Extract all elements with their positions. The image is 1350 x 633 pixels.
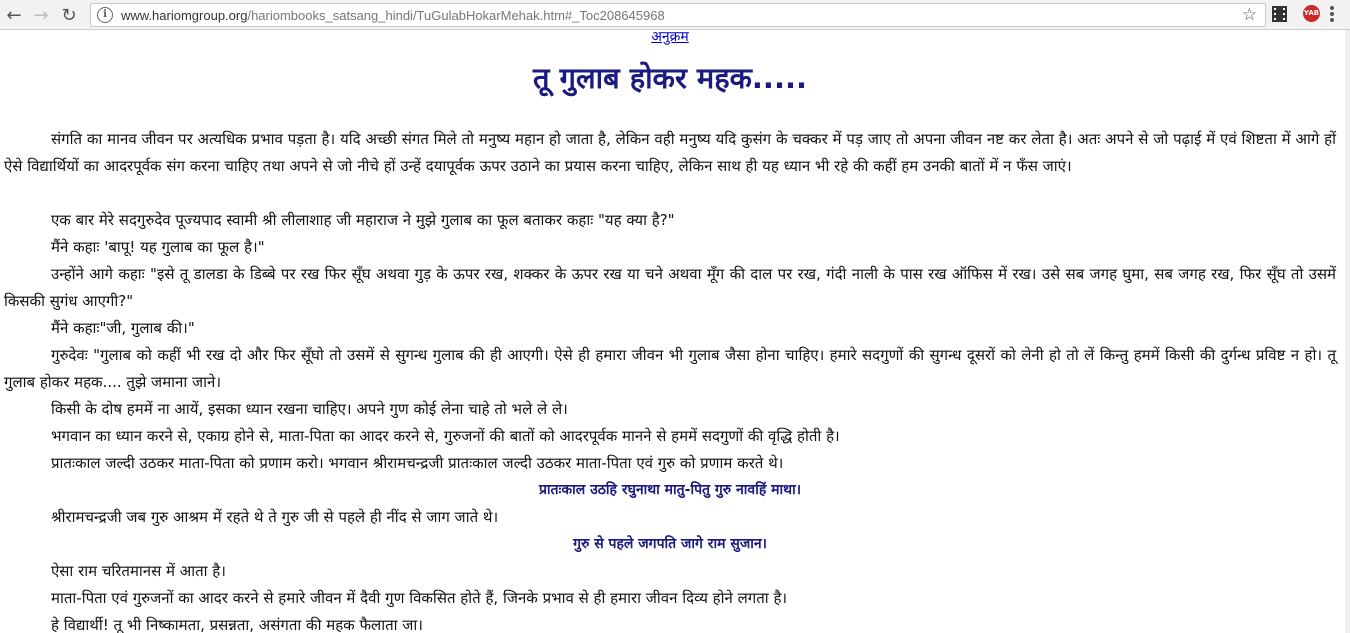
browser-toolbar [0,0,1350,30]
verse: गुरु से पहले जगपति जागे राम सुजान। [573,536,767,552]
paragraph: एक बार मेरे सदगुरुदेव पूज्यपाद स्वामी श्री लीलाशाह जी महाराज ने मुझे गुलाब का फूल बताकर कहाः "यह क्या है?" [51,211,675,229]
paragraph: श्रीरामचन्द्रजी जब गुरु आश्रम में रहते थे ते गुरु जी से पहले ही नींद से जाग जाते थे। [51,508,499,526]
paragraph: ऐसा राम चरितमानस में आता है। [51,562,226,580]
scrollbar[interactable] [1345,30,1350,633]
address-bar[interactable] [90,3,1266,27]
page-content [0,30,1345,633]
yab-extension-icon[interactable]: YAB [1303,5,1320,22]
url-domain: www.hariomgroup.org [121,7,248,23]
url-text[interactable] [121,8,665,23]
forward-arrow-icon[interactable]: → [33,4,49,26]
paragraph: माता-पिता एवं गुरुजनों का आदर करने से हमारे जीवन में दैवी गुण विकसित होते हैं, जिनके प्रभाव से ही हमारा जीवन दिव्य होने लगता है। [51,589,788,607]
film-extension-icon[interactable] [1272,6,1287,22]
paragraph: गुरुदेवः "गुलाब को कहीं भी रख दो और फिर सूँघो तो उसमें से सुगन्ध गुलाब की ही आएगी। ऐसे ही हमारा जीवन भी गुलाब जैसा होना चाहिए। हमारे सदगुणों की सुगन्ध दूसरों को लेनी हो तो लें किन्तु हममें किसी की दुर्गन्ध प्रविष्ट न हो। तू गुलाब होकर महक.... तुझे जमाना जाने। [4,346,1336,391]
paragraph: संगति का मानव जीवन पर अत्यधिक प्रभाव पड़ता है। यदि अच्छी संगत मिले तो मनुष्य महान हो जाता है, लेकिन वही मनुष्य यदि कुसंग के चक्कर में पड़ जाए तो अपना जीवन नष्ट कर लेता है। अतः अपने से जो पढ़ाई में एवं शिष्टता में आगे हों ऐसे विद्यार्थियों का आदरपूर्वक संग करना चाहिए तथा अपने से जो नीचे हों उन्हें दयापूर्वक ऊपर उठाने का प्रयास करना चाहिए, लेकिन साथ ही यह ध्यान भी रहे की कहीं हम उनकी बातों में न फँस जाएं। [4,130,1336,175]
menu-dots-icon[interactable] [1330,6,1334,22]
url-path: /hariombooks_satsang_hindi/TuGulabHokarMehak.htm#_Toc208645968 [247,7,665,23]
paragraph: उन्होंने आगे कहाः "इसे तू डालडा के डिब्बे पर रख फिर सूँघ अथवा गुड़ के ऊपर रख, शक्कर के ऊपर रख या चने अथवा मूँग की दाल पर रख, गंदी नाली के पास रख ऑफिस में रख। उसे सब जगह घुमा, सब जगह रख, फिर सूँघ तो उसमें किसकी सुगंध आएगी?" [4,265,1336,310]
back-arrow-icon[interactable]: ← [6,4,22,26]
bookmark-star-icon[interactable]: ☆ [1241,5,1257,25]
paragraph: किसी के दोष हममें ना आयें, इसका ध्यान रखना चाहिए। अपने गुण कोई लेना चाहे तो भले ले ले। [51,400,568,418]
paragraph: मैंने कहाः 'बापू! यह गुलाब का फूल है।" [51,238,265,256]
reload-icon[interactable]: ↻ [61,4,77,26]
paragraph: हे विद्यार्थी! तू भी निष्कामता, प्रसन्नता, असंगता की महक फैलाता जा। [51,616,423,633]
contents-link[interactable]: अनुक्रम [651,30,689,45]
paragraph: मैंने कहाः"जी, गुलाब की।" [51,319,195,337]
paragraph: प्रातःकाल जल्दी उठकर माता-पिता को प्रणाम करो। भगवान श्रीरामचन्द्रजी प्रातःकाल जल्दी उठकर माता-पिता एवं गुरु को प्रणाम करते थे। [51,454,784,472]
info-icon[interactable]: i [97,7,113,23]
paragraph: भगवान का ध्यान करने से, एकाग्र होने से, माता-पिता का आदर करने से, गुरुजनों की बातों को आदरपूर्वक मानने से हममें सदगुणों की वृद्धि होती है। [51,427,840,445]
page-title: तू गुलाब होकर महक..... [532,61,808,95]
verse: प्रातःकाल उठहि रघुनाथा मातु-पितु गुरु नावहिं माथा। [538,482,802,498]
